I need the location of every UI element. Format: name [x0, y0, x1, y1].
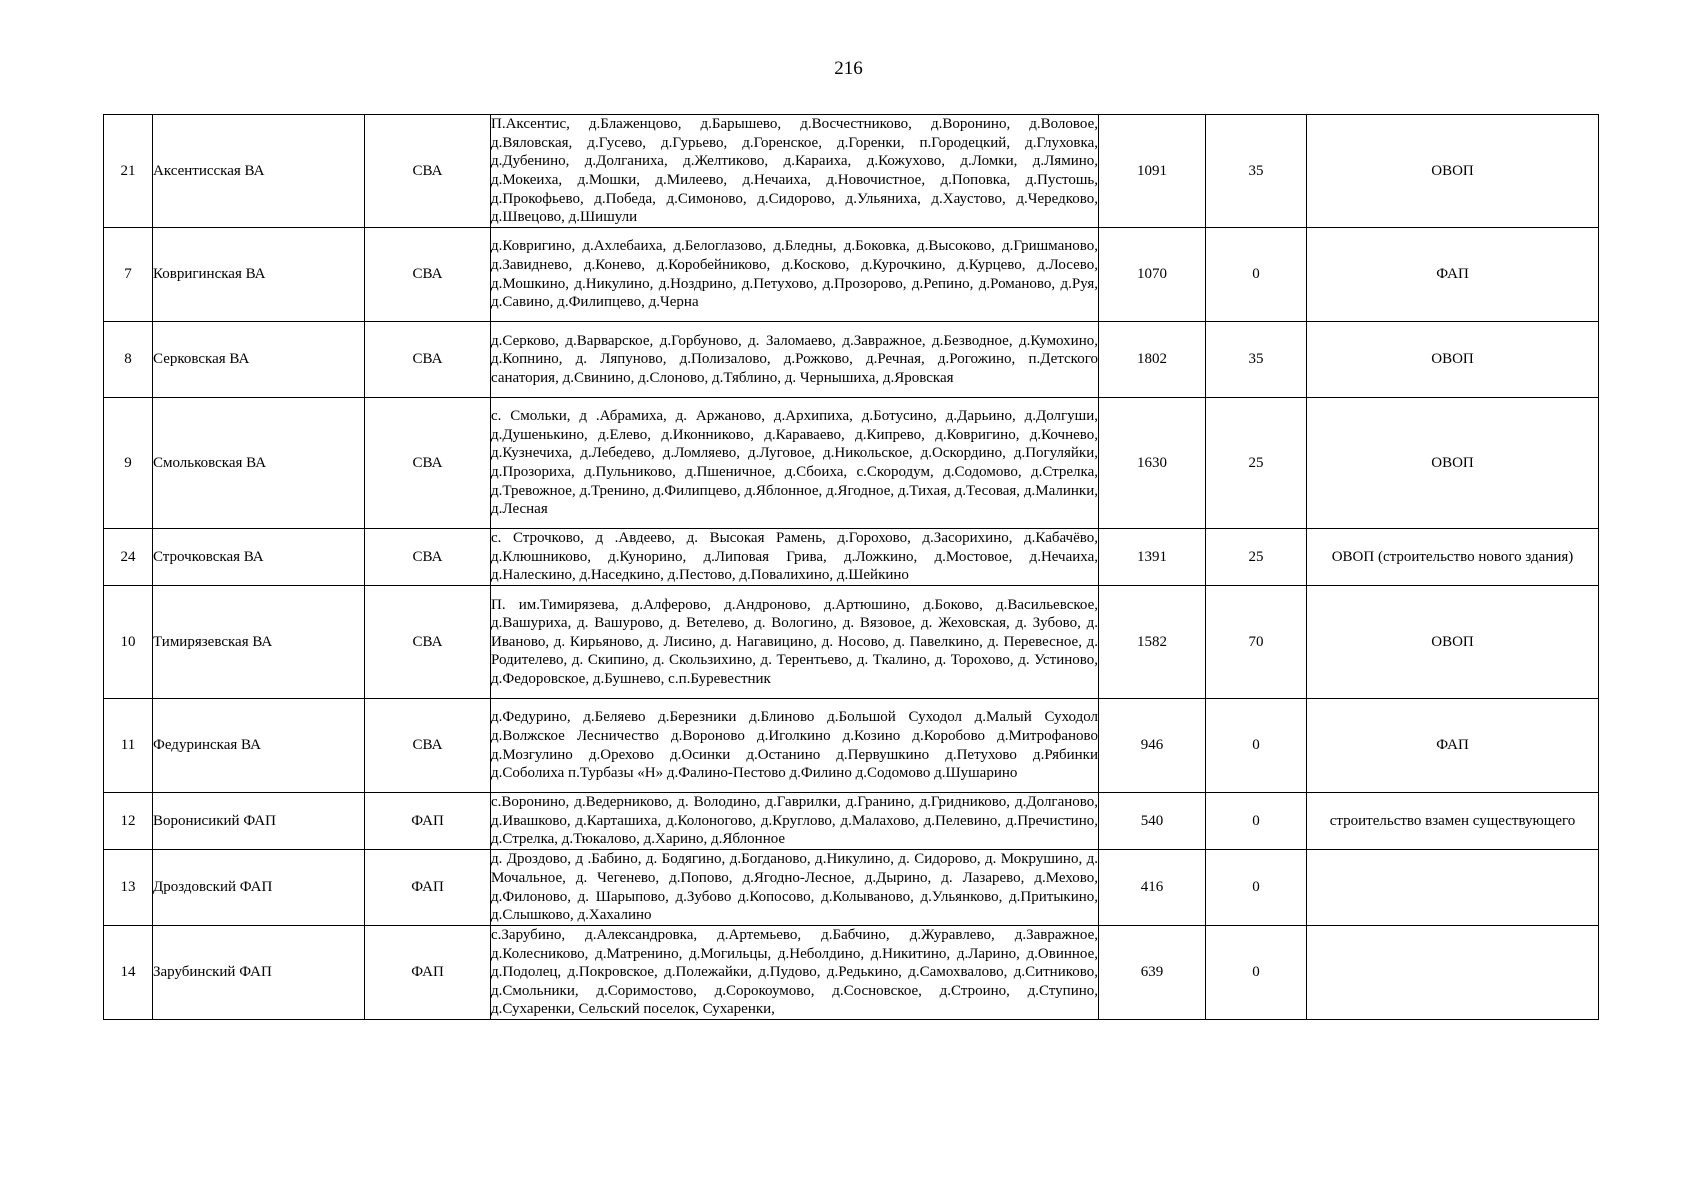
facility-type: СВА — [365, 322, 491, 398]
row-number: 12 — [104, 793, 153, 850]
planned-facility — [1307, 926, 1599, 1020]
table-row — [104, 793, 1599, 850]
facility-type: СВА — [365, 228, 491, 322]
planned-facility: ОВОП — [1307, 322, 1599, 398]
planned-facility: ФАП — [1307, 228, 1599, 322]
planned-facility: ОВОП (строительство нового здания) — [1307, 529, 1599, 586]
village-list: с. Строчково, д .Авдеево, д. Высокая Рамень, д.Горохово, д.Засорихино, д.Кабачёво, д.Клюшниково, д.Кунорино, д.Липовая Грива, д.Ложкино, д.Мостовое, д.Нечаиха, д.Налескино, д.Наседкино, д.Пестово, д.Повалихино, д.Шейкино — [491, 529, 1099, 586]
planned-facility: ОВОП — [1307, 586, 1599, 699]
population-value: 1091 — [1099, 115, 1206, 228]
village-list: с. Смольки, д .Абрамиха, д. Аржаново, д.Архипиха, д.Ботусино, д.Дарьино, д.Долгуши, д.Душенькино, д.Елево, д.Иконниково, д.Караваево, д.Кипрево, д.Ковригино, д.Кочнево, д.Кузнечиха, д.Лебедево, д.Ломляево, д.Луговое, д.Никольское, д.Оскордино, д.Погуляйки, д.Прозориха, д.Пульниково, д.Пшеничное, д.Сбоиха, с.Скородум, д.Содомово, д.Стрелка, д.Тревожное, д.Тренино, д.Филипцево, д.Яблонное, д.Ягодное, д.Тихая, д.Тесовая, д.Малинки, д.Лесная — [491, 398, 1099, 529]
row-number: 14 — [104, 926, 153, 1020]
facility-type: ФАП — [365, 926, 491, 1020]
row-number: 13 — [104, 850, 153, 926]
facility-name: Ковригинская ВА — [153, 228, 365, 322]
village-list: П. им.Тимирязева, д.Алферово, д.Андроново, д.Артюшино, д.Боково, д.Васильевское, д.Вашуриха, д. Вашурово, д. Ветелево, д. Вологино, д. Вязовое, д. Жеховская, д. Зубово, д. Иваново, д. Кирьяново, д. Лисино, д. Нагавицино, д. Носово, д. Павелкино, д. Перевесное, д. Родителево, д. Скипино, д. Скользихино, д. Терентьево, д. Ткалино, д. Торохово, д. Устиново, д.Федоровское, д.Бушнево, с.п.Буревестник — [491, 586, 1099, 699]
facility-name: Смольковская ВА — [153, 398, 365, 529]
table-row — [104, 115, 1599, 228]
table-row — [104, 699, 1599, 793]
facility-name: Тимирязевская ВА — [153, 586, 365, 699]
village-list: д. Дроздово, д .Бабино, д. Бодягино, д.Богданово, д.Никулино, д. Сидорово, д. Мокрушино, д. Мочальное, д. Чегенево, д.Попово, д.Ягодно-Лесное, д.Дырино, д. Лазарево, д.Мехово, д.Филоново, д. Шарыпово, д.Зубово д.Копосово, д.Колываново, д.Ульянково, д.Притыкино, д.Слышково, д.Хахалино — [491, 850, 1099, 926]
facility-type: ФАП — [365, 793, 491, 850]
row-number: 9 — [104, 398, 153, 529]
row-number: 10 — [104, 586, 153, 699]
facility-name: Зарубинский ФАП — [153, 926, 365, 1020]
distance-value: 0 — [1206, 228, 1307, 322]
facilities-table — [103, 114, 1599, 1020]
table-row — [104, 586, 1599, 699]
page-number: 216 — [834, 58, 863, 79]
distance-value: 35 — [1206, 322, 1307, 398]
distance-value: 0 — [1206, 850, 1307, 926]
facility-type: СВА — [365, 115, 491, 228]
village-list: с.Зарубино, д.Александровка, д.Артемьево, д.Бабчино, д.Журавлево, д.Завражное, д.Колесниково, д.Матренино, д.Могильцы, д.Неболдино, д.Никитино, д.Ларино, д.Овинное, д.Подолец, д.Покровское, д.Полежайки, д.Пудово, д.Редькино, д.Самохвалово, д.Ситниково, д.Смольники, д.Соримостово, д.Сорокоумово, д.Сосновское, д.Строино, д.Ступино, д.Сухаренки, Сельский поселок, Сухаренки, — [491, 926, 1099, 1020]
population-value: 639 — [1099, 926, 1206, 1020]
population-value: 946 — [1099, 699, 1206, 793]
table-row — [104, 228, 1599, 322]
table-row — [104, 322, 1599, 398]
village-list: с.Воронино, д.Ведерниково, д. Володино, д.Гаврилки, д.Гранино, д.Гридниково, д.Долганово, д.Ивашково, д.Карташиха, д.Колоногово, д.Круглово, д.Малахово, д.Пелевино, д.Пречистино, д.Стрелка, д.Тюкалово, д.Харино, д.Яблонное — [491, 793, 1099, 850]
village-list: д.Серково, д.Варварское, д.Горбуново, д. Заломаево, д.Завражное, д.Безводное, д.Кумохино, д.Копнино, д. Ляпуново, д.Полизалово, д.Рожково, д.Речная, д.Рогожино, п.Детского санатория, д.Свинино, д.Слоново, д.Тяблино, д. Чернышиха, д.Яровская — [491, 322, 1099, 398]
distance-value: 70 — [1206, 586, 1307, 699]
distance-value: 0 — [1206, 926, 1307, 1020]
population-value: 1582 — [1099, 586, 1206, 699]
facility-name: Федуринская ВА — [153, 699, 365, 793]
planned-facility: ФАП — [1307, 699, 1599, 793]
planned-facility: ОВОП — [1307, 398, 1599, 529]
facility-type: СВА — [365, 699, 491, 793]
village-list: П.Аксентис, д.Блаженцово, д.Барышево, д.Восчестниково, д.Воронино, д.Воловое, д.Вяловская, д.Гусево, д.Гурьево, д.Горенское, д.Горенки, п.Городецкий, д.Глуховка, д.Дубенино, д.Долганиха, д.Желтиково, д.Караиха, д.Кожухово, д.Ломки, д.Лямино, д.Мокеиха, д.Мошки, д.Милеево, д.Нечаиха, д.Новочистное, д.Поповка, д.Пустошь, д.Прокофьево, д.Победа, д.Симоново, д.Сидорово, д.Ульяниха, д.Хаустово, д.Чередково, д.Швецово, д.Шишули — [491, 115, 1099, 228]
facility-type: ФАП — [365, 850, 491, 926]
distance-value: 25 — [1206, 529, 1307, 586]
facility-type: СВА — [365, 398, 491, 529]
row-number: 21 — [104, 115, 153, 228]
table-row — [104, 850, 1599, 926]
facility-name: Воронисикий ФАП — [153, 793, 365, 850]
distance-value: 0 — [1206, 793, 1307, 850]
distance-value: 25 — [1206, 398, 1307, 529]
facility-name: Дроздовский ФАП — [153, 850, 365, 926]
population-value: 1391 — [1099, 529, 1206, 586]
population-value: 1802 — [1099, 322, 1206, 398]
planned-facility: ОВОП — [1307, 115, 1599, 228]
facility-type: СВА — [365, 586, 491, 699]
village-list: д.Федурино, д.Беляево д.Березники д.Блиново д.Большой Суходол д.Малый Суходол д.Волжское Лесничество д.Вороново д.Иголкино д.Козино д.Коробово д.Митрофаново д.Мозгулино д.Орехово д.Осинки д.Останино д.Первушкино д.Петухово д.Рябинки д.Соболиха п.Турбазы «Н» д.Фалино-Пестово д.Филино д.Содомово д.Шушарино — [491, 699, 1099, 793]
row-number: 8 — [104, 322, 153, 398]
facility-name: Аксентисская ВА — [153, 115, 365, 228]
planned-facility — [1307, 850, 1599, 926]
facility-name: Серковская ВА — [153, 322, 365, 398]
population-value: 1630 — [1099, 398, 1206, 529]
facility-name: Строчковская ВА — [153, 529, 365, 586]
table-row — [104, 529, 1599, 586]
table-row — [104, 398, 1599, 529]
row-number: 24 — [104, 529, 153, 586]
population-value: 416 — [1099, 850, 1206, 926]
planned-facility: строительство взамен существующего — [1307, 793, 1599, 850]
population-value: 540 — [1099, 793, 1206, 850]
distance-value: 0 — [1206, 699, 1307, 793]
row-number: 7 — [104, 228, 153, 322]
facility-type: СВА — [365, 529, 491, 586]
row-number: 11 — [104, 699, 153, 793]
distance-value: 35 — [1206, 115, 1307, 228]
table-row — [104, 926, 1599, 1020]
village-list: д.Ковригино, д.Ахлебаиха, д.Белоглазово, д.Бледны, д.Боковка, д.Высоково, д.Гришманово, д.Завиднево, д.Конево, д.Коробейниково, д.Косково, д.Курочкино, д.Курцево, д.Лосево, д.Мошкино, д.Никулино, д.Ноздрино, д.Петухово, д.Прозорово, д.Репино, д.Романово, д.Руя, д.Савино, д.Филипцево, д.Черна — [491, 228, 1099, 322]
population-value: 1070 — [1099, 228, 1206, 322]
